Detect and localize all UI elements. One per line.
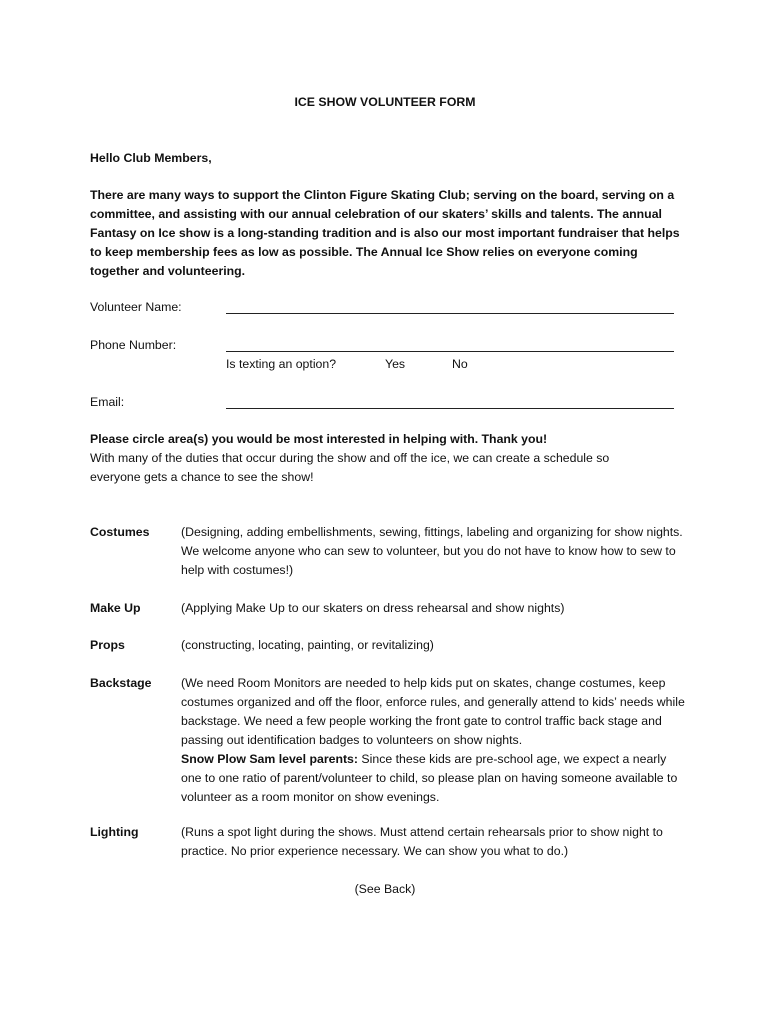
intro-paragraph: There are many ways to support the Clinton Figure Skating Club; serving on the board, serving on a committee, and assisting with our annual celebration of our skaters’ skills and talents. The annual Fantasy on Ice show is a long-standing tradition and is also our most important fundraiser that helps to keep membership fees as low as possible. The Annual Ice Show relies on everyone coming together and volunteering. bbox=[90, 188, 680, 278]
snow-plow-sam-lead: Snow Plow Sam level parents: bbox=[181, 752, 358, 766]
area-lighting-label[interactable]: Lighting bbox=[90, 825, 139, 839]
area-lighting-desc: (Runs a spot light during the shows. Must attend certain rehearsals prior to show night to practice. No prior experience necessary. We can show you what to do.) bbox=[181, 825, 663, 858]
area-props-label[interactable]: Props bbox=[90, 638, 125, 652]
email-label: Email: bbox=[90, 395, 125, 409]
texting-no-option[interactable]: No bbox=[452, 357, 468, 371]
volunteer-name-field[interactable] bbox=[226, 313, 674, 314]
instructions-text: With many of the duties that occur during the show and off the ice, we can create a schedule so everyone gets a chance to see the show! bbox=[90, 451, 610, 484]
area-backstage-desc bbox=[181, 674, 686, 807]
area-costumes-desc: (Designing, adding embellishments, sewing, fittings, labeling and organizing for show nights. We welcome anyone who can sew to volunteer, but you do not have to know how to sew to help with costumes!) bbox=[181, 525, 683, 577]
snow-plow-sam-text: Since these kids are pre-school age, we expect a nearly one to one ratio of parent/volunteer to child, so please plan on having someone available to volunteer as a room monitor on show evenings. bbox=[181, 752, 678, 804]
phone-number-field[interactable] bbox=[226, 351, 674, 352]
see-back-note: (See Back) bbox=[354, 882, 416, 896]
area-props-desc: (constructing, locating, painting, or revitalizing) bbox=[181, 638, 434, 652]
backstage-desc-text: (We need Room Monitors are needed to help kids put on skates, change costumes, keep costumes organized and off the floor, enforce rules, and generally attend to kids’ needs while backstage. We need a few people working the front gate to control traffic back stage and passing out identification badges to volunteers on show nights. bbox=[181, 676, 685, 747]
email-field[interactable] bbox=[226, 408, 674, 409]
area-makeup-desc: (Applying Make Up to our skaters on dress rehearsal and show nights) bbox=[181, 601, 565, 615]
texting-question: Is texting an option? bbox=[226, 357, 337, 371]
area-makeup-label[interactable]: Make Up bbox=[90, 601, 141, 615]
area-costumes-label[interactable]: Costumes bbox=[90, 525, 150, 539]
volunteer-name-label: Volunteer Name: bbox=[90, 300, 182, 314]
instructions-heading: Please circle area(s) you would be most interested in helping with. Thank you! bbox=[90, 432, 548, 446]
texting-yes-option[interactable]: Yes bbox=[385, 357, 406, 371]
form-title: ICE SHOW VOLUNTEER FORM bbox=[294, 95, 476, 109]
greeting: Hello Club Members, bbox=[90, 151, 212, 165]
phone-number-label: Phone Number: bbox=[90, 338, 177, 352]
area-backstage-label[interactable]: Backstage bbox=[90, 676, 152, 690]
